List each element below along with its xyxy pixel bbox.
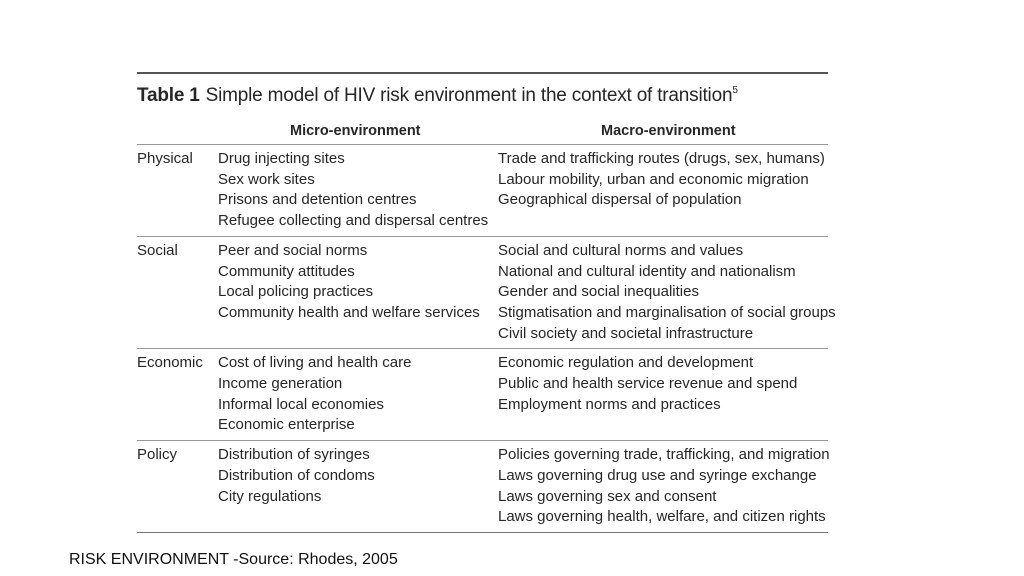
macro-item: Employment norms and practices [498, 395, 721, 413]
micro-environment-cell [218, 149, 488, 232]
spacer [218, 324, 488, 345]
micro-environment-cell [218, 445, 488, 528]
macro-item: Economic regulation and development [498, 354, 754, 372]
row-category: Policy [137, 446, 178, 464]
macro-item: Gender and social inequalities [498, 283, 699, 301]
macro-item: Labour mobility, urban and economic migration [498, 170, 809, 188]
micro-item: Cost of living and health care [218, 354, 412, 372]
slide-caption: RISK ENVIRONMENT -Source: Rhodes, 2005 [69, 551, 398, 568]
table-header-row [137, 122, 828, 145]
micro-item: Prisons and detention centres [218, 191, 417, 209]
micro-item: Peer and social norms [218, 241, 368, 259]
micro-environment-header: Micro-environment [290, 123, 421, 139]
table-body [137, 145, 836, 533]
micro-item: Distribution of syringes [218, 446, 370, 464]
table-row [137, 145, 828, 237]
micro-item: Income generation [218, 375, 343, 393]
table-row [137, 441, 828, 533]
table-title-text: Simple model of HIV risk environment in the context of transition [205, 85, 733, 106]
micro-item: Drug injecting sites [218, 150, 345, 167]
macro-environment-cell [498, 149, 825, 211]
micro-item: City regulations [218, 487, 322, 505]
row-category: Social [137, 241, 178, 259]
table-title-reference: 5 [732, 85, 738, 96]
micro-environment-cell [218, 353, 488, 436]
macro-item: Trade and trafficking routes (drugs, sex, humans) [498, 150, 825, 167]
spacer [218, 507, 488, 528]
micro-item: Informal local economies [218, 395, 384, 413]
macro-environment-header: Macro-environment [601, 123, 736, 139]
table-top-rule [137, 72, 828, 74]
macro-item: Geographical dispersal of population [498, 191, 742, 209]
macro-item: Policies governing trade, trafficking, and migration [498, 446, 830, 464]
micro-item: Distribution of condoms [218, 466, 375, 484]
micro-item: Local policing practices [218, 283, 374, 301]
micro-item: Refugee collecting and dispersal centres [218, 212, 489, 230]
row-category: Physical [137, 150, 193, 167]
micro-item: Community attitudes [218, 262, 355, 280]
macro-environment-cell [498, 353, 797, 415]
table-title [137, 84, 828, 108]
macro-item: Social and cultural norms and values [498, 241, 744, 259]
risk-environment-table [137, 72, 836, 533]
macro-item: Stigmatisation and marginalisation of social groups [498, 303, 836, 321]
macro-item: National and cultural identity and nationalism [498, 262, 796, 280]
macro-item: Public and health service revenue and spend [498, 375, 798, 393]
micro-environment-cell [218, 241, 488, 345]
micro-item: Sex work sites [218, 170, 315, 188]
macro-item: Laws governing drug use and syringe exchange [498, 466, 817, 484]
macro-environment-cell [498, 241, 836, 345]
table-row [137, 349, 828, 441]
micro-item: Community health and welfare services [218, 303, 480, 321]
row-category: Economic [137, 354, 203, 372]
micro-item: Economic enterprise [218, 416, 355, 434]
table-number: Table 1 [137, 85, 200, 106]
macro-environment-cell [498, 445, 830, 528]
macro-item: Civil society and societal infrastructure [498, 324, 754, 342]
macro-item: Laws governing health, welfare, and citizen rights [498, 508, 826, 526]
macro-item: Laws governing sex and consent [498, 487, 717, 505]
table-row [137, 237, 836, 350]
